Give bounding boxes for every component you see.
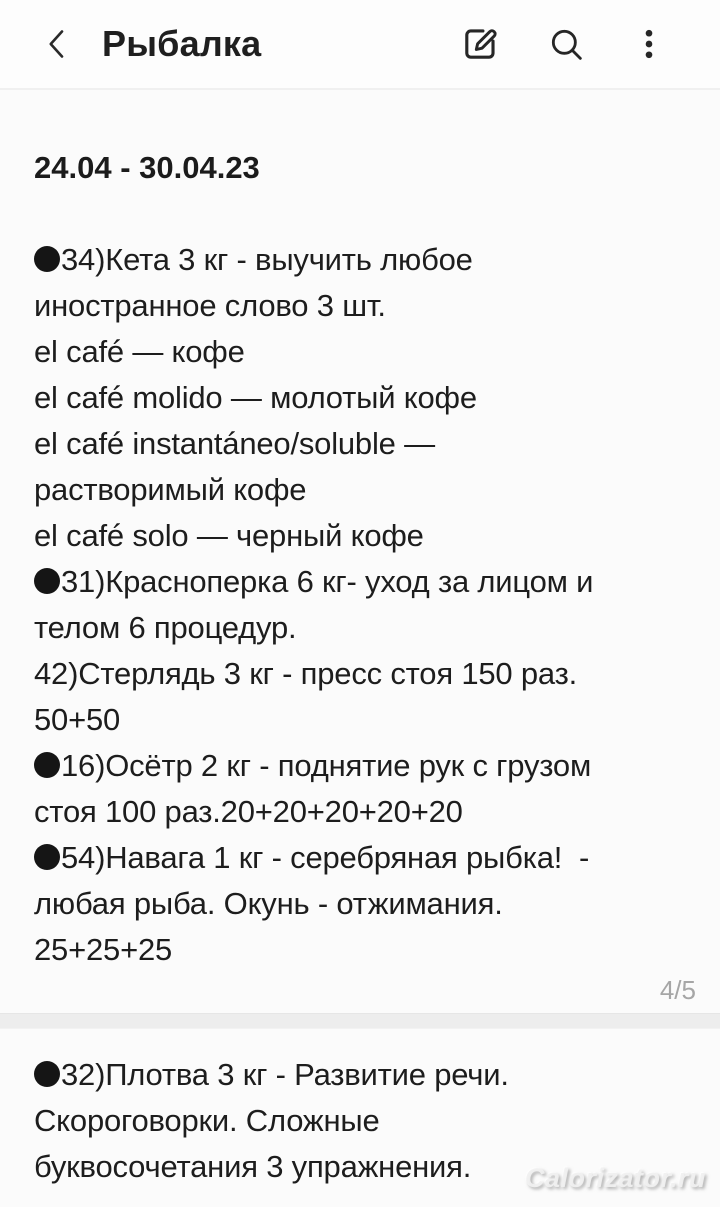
note-line bbox=[34, 421, 696, 467]
note-line bbox=[34, 513, 696, 559]
note-line-text: буквосочетания 3 упражнения. bbox=[34, 1149, 472, 1184]
note-line bbox=[34, 329, 696, 375]
app-bar bbox=[0, 0, 720, 90]
note-line bbox=[34, 881, 696, 927]
page-indicator: 4/5 bbox=[659, 975, 696, 1005]
note-line-text: 50+50 bbox=[34, 702, 121, 737]
edit-note-icon bbox=[458, 22, 502, 66]
note-line bbox=[34, 237, 696, 283]
search-button[interactable] bbox=[546, 24, 586, 64]
note-line bbox=[34, 467, 696, 513]
note-line-text: 54)Навага 1 кг - серебряная рыбка! - bbox=[61, 840, 590, 875]
note-line bbox=[34, 375, 696, 421]
note-lines-page-4 bbox=[34, 237, 696, 973]
note-line-text: 25+25+25 bbox=[34, 932, 173, 967]
note-line-text: 34)Кета 3 кг - выучить любое bbox=[61, 242, 473, 277]
note-line-text: любая рыба. Окунь - отжимания. bbox=[34, 886, 503, 921]
chevron-left-icon bbox=[42, 25, 72, 63]
note-line-text: иностранное слово 3 шт. bbox=[34, 288, 386, 323]
more-menu-button[interactable] bbox=[630, 25, 668, 63]
edit-button[interactable] bbox=[458, 22, 502, 66]
note-line-text: растворимый кофе bbox=[34, 472, 307, 507]
bullet-icon bbox=[34, 752, 60, 778]
note-line-text: el café molido — молотый кофе bbox=[34, 380, 477, 415]
note-line bbox=[34, 559, 696, 605]
back-button[interactable] bbox=[42, 25, 72, 63]
bullet-icon bbox=[34, 246, 60, 272]
note-line-text: 16)Осётр 2 кг - поднятие рук с грузом bbox=[61, 748, 592, 783]
note-line bbox=[34, 743, 696, 789]
appbar-actions bbox=[458, 22, 720, 66]
note-line-text: 31)Красноперка 6 кг- уход за лицом и bbox=[61, 564, 594, 599]
watermark: Calorizator.ru bbox=[524, 1163, 706, 1193]
note-line-text: стоя 100 раз.20+20+20+20+20 bbox=[34, 794, 463, 829]
note-date: 24.04 - 30.04.23 bbox=[34, 150, 260, 185]
bullet-icon bbox=[34, 568, 60, 594]
page-title: Рыбалка bbox=[102, 23, 262, 64]
note-line-text: телом 6 процедур. bbox=[34, 610, 297, 645]
note-line bbox=[34, 789, 696, 835]
note-line bbox=[34, 1098, 696, 1144]
note-line bbox=[34, 697, 696, 743]
bullet-icon bbox=[34, 1061, 60, 1087]
note-line bbox=[34, 835, 696, 881]
blank-line bbox=[34, 191, 696, 237]
note-line bbox=[34, 927, 696, 973]
note-line bbox=[34, 651, 696, 697]
note-page-4[interactable] bbox=[0, 90, 720, 973]
note-line bbox=[34, 283, 696, 329]
page-separator bbox=[0, 1013, 720, 1029]
note-line-text: el café solo — черный кофе bbox=[34, 518, 424, 553]
note-line-text: el café — кофе bbox=[34, 334, 245, 369]
note-line bbox=[34, 605, 696, 651]
note-line-text: 42)Стерлядь 3 кг - пресс стоя 150 раз. bbox=[34, 656, 578, 691]
note-line-text: Скороговорки. Сложные bbox=[34, 1103, 380, 1138]
note-line-text: 32)Плотва 3 кг - Развитие речи. bbox=[61, 1057, 509, 1092]
more-vert-icon bbox=[630, 25, 668, 63]
note-line-text: el café instantáneo/soluble — bbox=[34, 426, 435, 461]
note-line bbox=[34, 1052, 696, 1098]
search-icon bbox=[546, 24, 586, 64]
bullet-icon bbox=[34, 844, 60, 870]
